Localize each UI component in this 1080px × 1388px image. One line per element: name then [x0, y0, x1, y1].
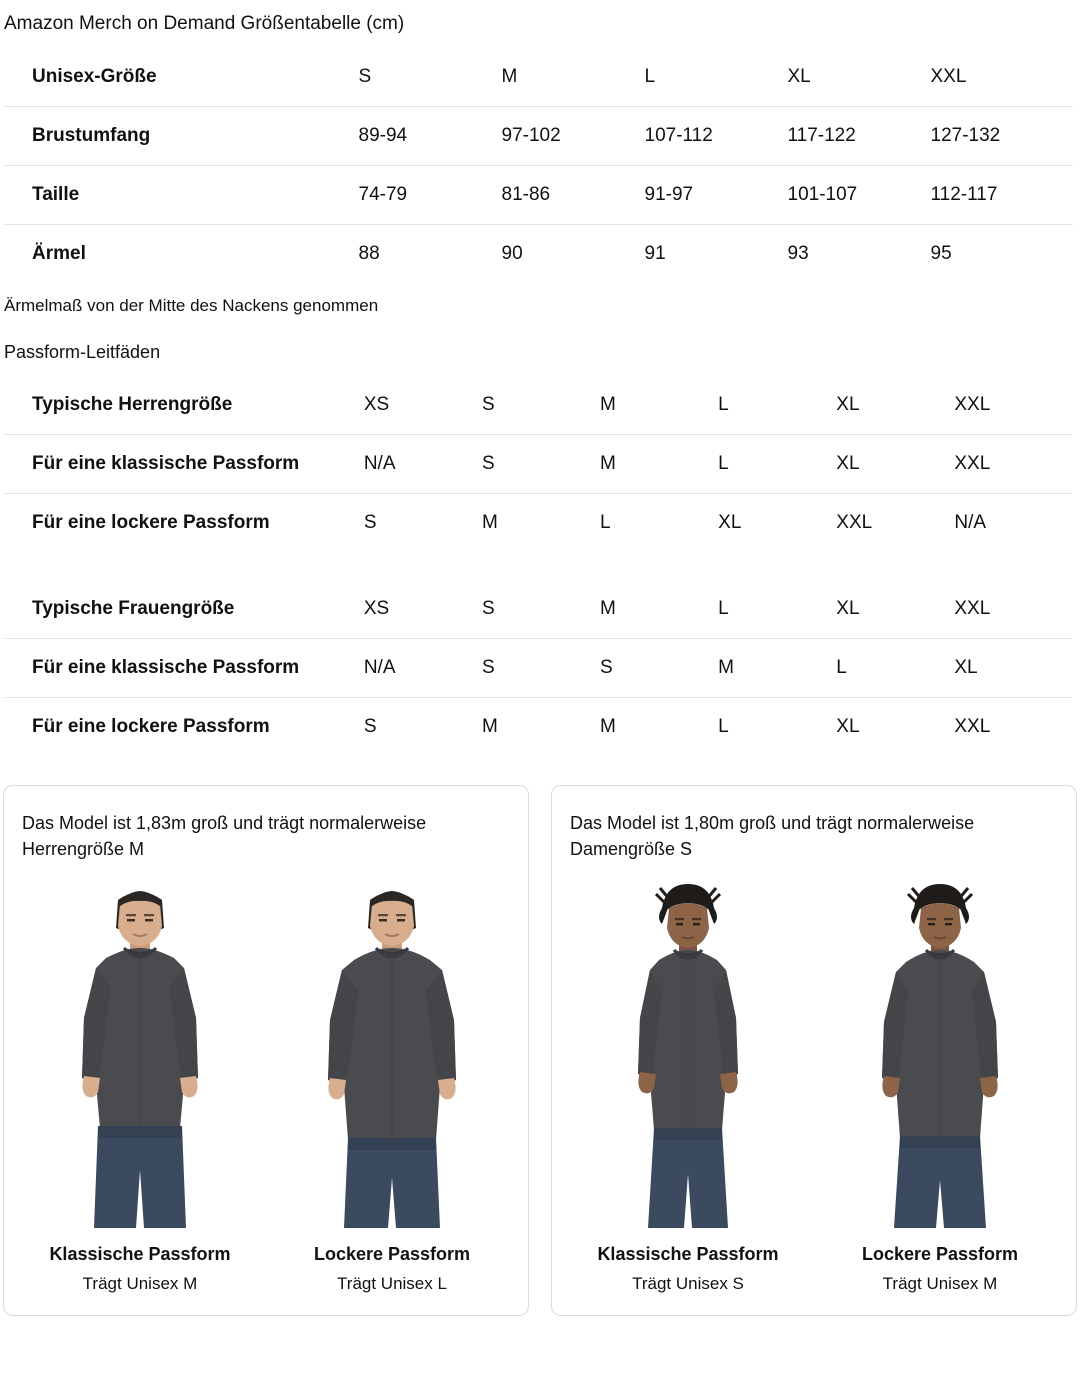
figure-mens-classic	[22, 878, 258, 1297]
unisex-size-table	[3, 47, 1074, 284]
cell: 101-107	[788, 165, 931, 224]
cell: XL	[836, 579, 954, 638]
womens-fit-table	[3, 579, 1073, 757]
cell: 81-86	[502, 165, 645, 224]
cell: S	[482, 638, 600, 697]
cell: L	[718, 375, 836, 434]
fit-type-label: Klassische Passform	[597, 1243, 779, 1264]
model-photo-mens-classic	[22, 878, 258, 1228]
cell: 97-102	[502, 106, 645, 165]
cell: L	[718, 579, 836, 638]
cell: XXL	[954, 434, 1072, 493]
cell: 117-122	[788, 106, 931, 165]
cell: S	[482, 375, 600, 434]
cell: M	[482, 493, 600, 552]
cell: 91	[645, 224, 788, 283]
fit-size-label: Trägt Unisex M	[82, 1274, 198, 1294]
model-card-caption: Das Model ist 1,83m groß und trägt normalerweise Herrengröße M	[22, 812, 427, 859]
model-photo-womens-classic	[570, 878, 806, 1228]
table-row	[4, 106, 1074, 165]
row-header: Taille	[4, 165, 359, 224]
cell: S	[482, 434, 600, 493]
model-card-womens	[551, 785, 1077, 1316]
row-header: Typische Frauengröße	[4, 579, 364, 638]
table-row	[4, 579, 1073, 638]
row-header: Ärmel	[4, 224, 359, 283]
cell: 91-97	[645, 165, 788, 224]
table-row	[4, 47, 1074, 106]
cell: S	[482, 579, 600, 638]
figure-labels	[314, 1242, 470, 1297]
row-header: Für eine klassische Passform	[4, 434, 364, 493]
cell: 127-132	[931, 106, 1074, 165]
cell: L	[718, 697, 836, 756]
cell: XL	[788, 47, 931, 106]
table-row	[4, 165, 1074, 224]
cell: 89-94	[359, 106, 502, 165]
cell: L	[836, 638, 954, 697]
cell: 95	[931, 224, 1074, 283]
cell: S	[600, 638, 718, 697]
cell: N/A	[954, 493, 1072, 552]
cell: XL	[836, 434, 954, 493]
figure-mens-relaxed	[274, 878, 510, 1297]
figure-labels	[597, 1242, 778, 1297]
cell: M	[482, 697, 600, 756]
cell: S	[364, 697, 482, 756]
figure-womens-classic	[570, 878, 806, 1297]
cell: L	[645, 47, 788, 106]
fit-size-label: Trägt Unisex M	[882, 1274, 998, 1294]
model-card-caption: Das Model ist 1,80m groß und trägt normalerweise Damengröße S	[570, 812, 975, 859]
figure-labels	[862, 1242, 1018, 1297]
cell: XXL	[954, 697, 1072, 756]
cell: 88	[359, 224, 502, 283]
cell: S	[359, 47, 502, 106]
cell: L	[600, 493, 718, 552]
figure-group	[570, 878, 1058, 1297]
row-header: Unisex-Größe	[4, 47, 359, 106]
fit-type-label: Lockere Passform	[313, 1243, 471, 1264]
cell: M	[600, 579, 718, 638]
model-photo-mens-relaxed	[274, 878, 510, 1228]
cell: 90	[502, 224, 645, 283]
cell: 112-117	[931, 165, 1074, 224]
model-card-mens	[3, 785, 529, 1316]
cell: 74-79	[359, 165, 502, 224]
cell: XL	[836, 375, 954, 434]
cell: XL	[954, 638, 1072, 697]
table-row	[4, 638, 1073, 697]
cell: S	[364, 493, 482, 552]
table-row	[4, 697, 1073, 756]
fit-type-label: Klassische Passform	[49, 1243, 231, 1264]
fit-size-label: Trägt Unisex S	[632, 1274, 744, 1294]
model-photo-womens-relaxed	[822, 878, 1058, 1228]
cell: XXL	[836, 493, 954, 552]
sleeve-measurement-note: Ärmelmaß von der Mitte des Nackens genommen	[4, 295, 379, 315]
cell: L	[718, 434, 836, 493]
mens-fit-table	[3, 375, 1073, 553]
cell: XL	[836, 697, 954, 756]
cell: N/A	[364, 434, 482, 493]
cell: XL	[718, 493, 836, 552]
fit-size-label: Trägt Unisex L	[337, 1274, 447, 1294]
table-row	[4, 434, 1073, 493]
table-row	[4, 375, 1073, 434]
cell: 93	[788, 224, 931, 283]
cell: XS	[364, 375, 482, 434]
row-header: Für eine lockere Passform	[4, 493, 364, 552]
table-row	[4, 493, 1073, 552]
page-title: Amazon Merch on Demand Größentabelle (cm)	[4, 13, 405, 34]
cell: M	[600, 434, 718, 493]
row-header: Brustumfang	[4, 106, 359, 165]
model-cards-row	[3, 785, 1077, 1316]
cell: N/A	[364, 638, 482, 697]
fit-guides-label: Passform-Leitfäden	[4, 341, 161, 362]
row-header: Typische Herrengröße	[4, 375, 364, 434]
cell: M	[600, 697, 718, 756]
fit-type-label: Lockere Passform	[861, 1243, 1019, 1264]
cell: XXL	[954, 375, 1072, 434]
row-header: Für eine klassische Passform	[4, 638, 364, 697]
cell: 107-112	[645, 106, 788, 165]
cell: M	[718, 638, 836, 697]
table-row	[4, 224, 1074, 283]
cell: XXL	[931, 47, 1074, 106]
figure-labels	[49, 1242, 230, 1297]
cell: M	[600, 375, 718, 434]
figure-womens-relaxed	[822, 878, 1058, 1297]
cell: XS	[364, 579, 482, 638]
cell: M	[502, 47, 645, 106]
cell: XXL	[954, 579, 1072, 638]
row-header: Für eine lockere Passform	[4, 697, 364, 756]
figure-group	[22, 878, 510, 1297]
